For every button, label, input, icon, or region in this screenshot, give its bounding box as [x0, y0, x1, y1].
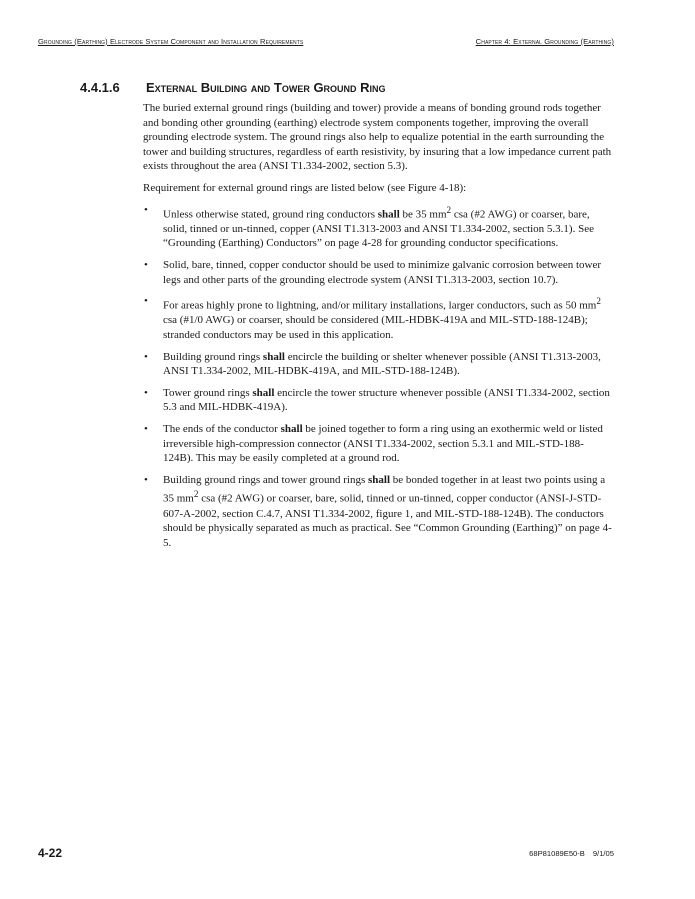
shall-keyword: shall	[280, 423, 303, 435]
header-chapter-title: Chapter 4: External Grounding (Earthing)	[475, 37, 614, 46]
list-item: • Building ground rings and tower ground rings shall be bonded together in at least two points using a 35 $mm^2$ csa (#2 AWG) or coarser, bare, solid, tinned or un-tinned, copper conductor (ANSI-J-STD-607-A-2002, section C.4.7, ANSI T1.334-2002, figure 1, and MIL-STD-188-124B). The conductors should be physically separated as much as practical. See “Common Grounding (Earthing)” on page 4-5.	[144, 473, 612, 549]
requirements-list	[143, 203, 613, 551]
shall-keyword: shall	[252, 386, 275, 399]
list-item: • For areas highly prone to lightning, and/or military installations, larger conductors, such as 50 $mm^2$ csa (#1/0 AWG) or coarser, should be considered (MIL-HDBK-419A and MIL-STD-188-124B); stranded conductors may be used in this application.	[144, 295, 601, 342]
list-item: • Building ground rings shall encircle the building or shelter whenever possible (ANSI T1.313-2003, ANSI T1.334-2002, MIL-HDBK-419A, and MIL-STD-188-124B).	[144, 350, 601, 378]
list-item: • Unless otherwise stated, ground ring conductors shall be 35 $mm^2$ csa (#2 AWG) or coarser, bare, solid, tinned or un-tinned, copper (ANSI T1.313-2003 and ANSI T1.334-2002, section 5.3.1). See “Grounding (Earthing) Conductors” on page 4-28 for grounding conductor specifications.	[144, 203, 594, 250]
section-title: External Building and Tower Ground Ring	[146, 80, 386, 95]
section-heading	[80, 80, 620, 96]
header-chapter-topic: Grounding (Earthing) Electrode System Component and Installation Requirements	[38, 37, 304, 46]
shall-keyword: shall	[262, 350, 285, 363]
bullet-icon: •	[144, 295, 148, 308]
superscript: 2	[446, 204, 452, 215]
doc-number: 68P81089E50-B	[529, 849, 585, 858]
list-item: • The ends of the conductor shall be joined together to form a ring using an exothermic weld or listed irreversible high-compression connector (ANSI T1.334-2002, section 5.3.1 and MIL-STD-188-124B). This may be easily completed at a ground rod.	[144, 423, 603, 465]
requirement-intro: Requirement for external ground rings are listed below (see Figure 4-18):	[143, 181, 467, 194]
superscript: 2	[596, 296, 601, 307]
doc-date: 9/1/05	[592, 849, 614, 858]
section-number: 4.4.1.6	[80, 80, 120, 95]
bullet-icon: •	[144, 203, 148, 216]
running-header	[38, 36, 614, 49]
shall-keyword: shall	[368, 473, 391, 486]
superscript: 2	[193, 489, 199, 500]
bullet-icon: •	[144, 259, 148, 271]
list-item: • Solid, bare, tinned, copper conductor should be used to minimize galvanic corrosion between tower legs and other parts of the grounding electrode system (ANSI T1.313-2003, section 10.7).	[144, 259, 602, 286]
bullet-icon: •	[144, 386, 148, 399]
shall-keyword: shall	[377, 208, 400, 221]
document-id	[529, 848, 614, 859]
list-item: • Tower ground rings shall encircle the tower structure whenever possible (ANSI T1.334-2002, section 5.3 and MIL-HDBK-419A).	[144, 386, 610, 414]
page-number: 4-22	[38, 846, 63, 860]
body-text	[143, 101, 613, 557]
bullet-icon: •	[144, 423, 148, 435]
intro-paragraph: The buried external ground rings (building and tower) provide a means of bonding ground rods together and bonding other grounding (earthing) electrode system components together, improving the overall grounding electrode system. The ground rings also help to equalize potential in the earth surrounding the tower and building structures, regardless of earth resistivity, by insuring that a low impedance current path exists throughout the area (ANSI T1.334-2002, section 5.3).	[143, 102, 612, 173]
bullet-icon: •	[144, 473, 148, 486]
bullet-icon: •	[144, 350, 148, 363]
